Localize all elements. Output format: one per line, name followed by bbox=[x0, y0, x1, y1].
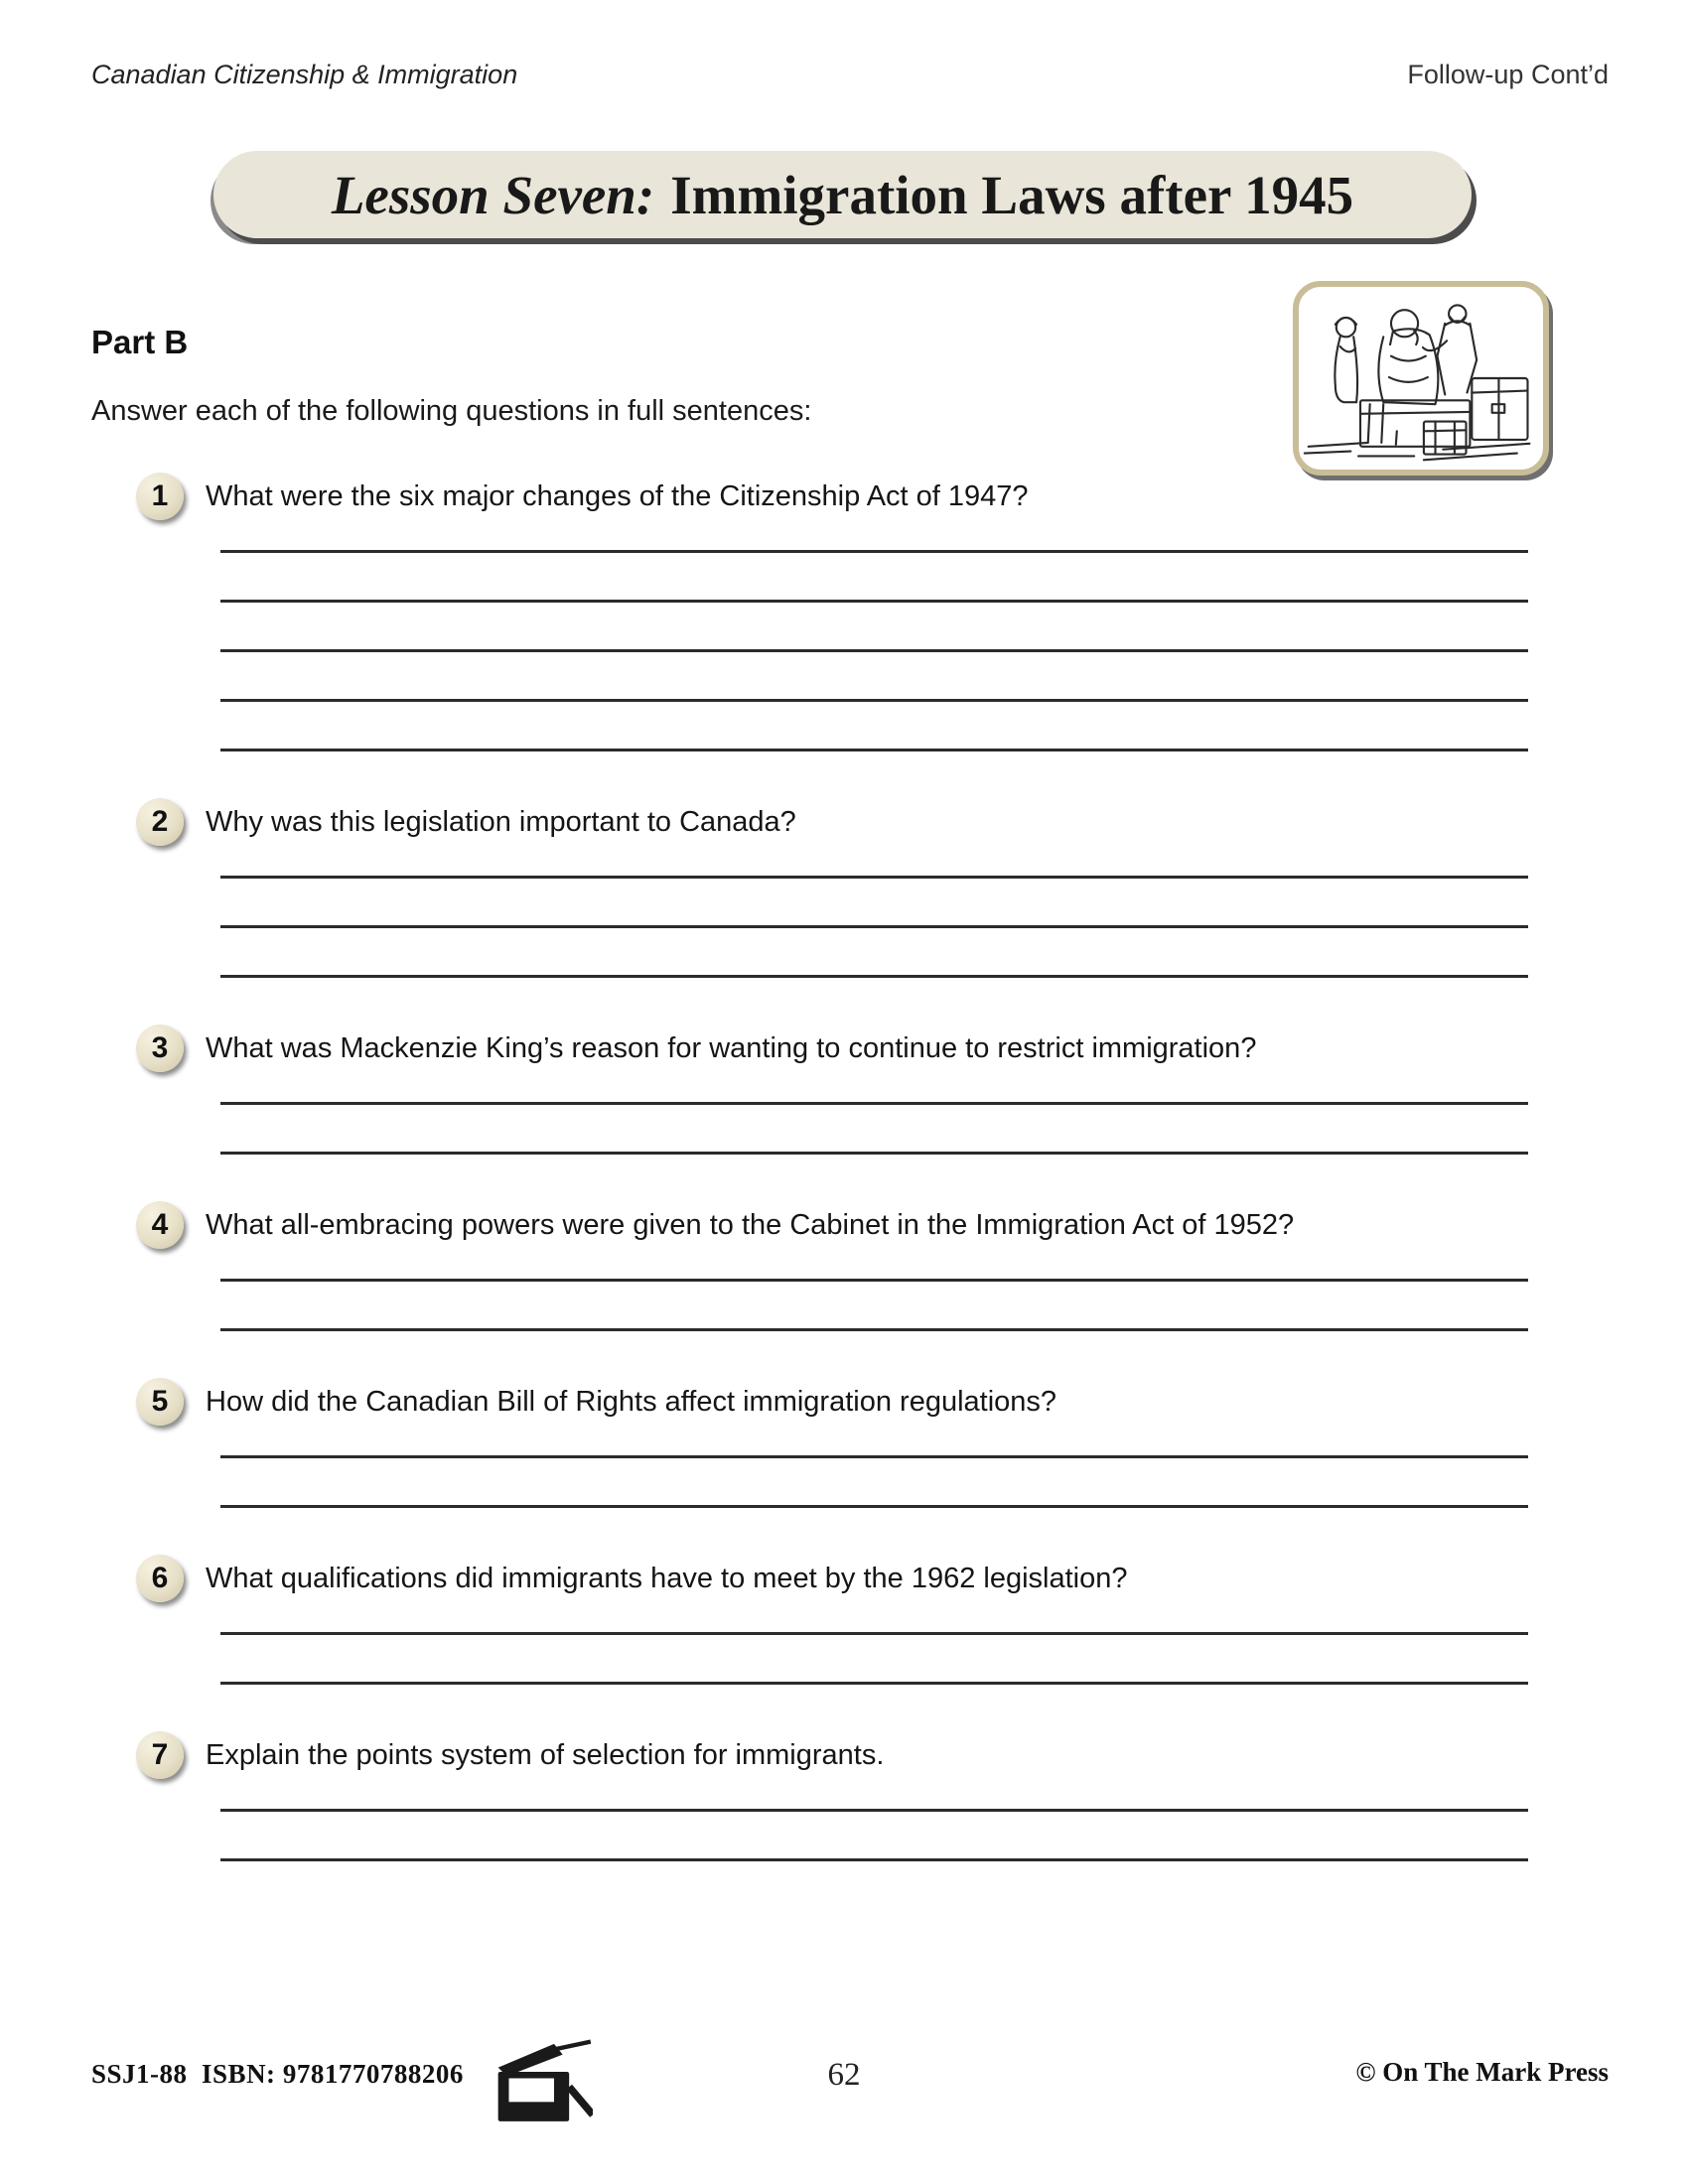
question bbox=[136, 1024, 1528, 1155]
answer-line bbox=[220, 1152, 1528, 1155]
question-number-badge: 2 bbox=[136, 798, 184, 846]
question bbox=[136, 1555, 1528, 1685]
answer-lines bbox=[220, 550, 1528, 751]
answer-line bbox=[220, 1682, 1528, 1685]
question-text: Why was this legislation important to Canada? bbox=[206, 806, 796, 838]
section-continuation-label: Follow-up Cont’d bbox=[1407, 60, 1609, 89]
isbn-label: ISBN: bbox=[202, 2059, 276, 2089]
answer-line bbox=[220, 1328, 1528, 1331]
question bbox=[136, 1378, 1528, 1508]
answer-line bbox=[220, 1279, 1528, 1282]
answer-line bbox=[220, 1455, 1528, 1458]
answer-line bbox=[220, 600, 1528, 603]
question-number-badge: 7 bbox=[136, 1731, 184, 1779]
question-number-badge: 4 bbox=[136, 1201, 184, 1249]
immigrant-family-illustration bbox=[1293, 281, 1549, 476]
answer-line bbox=[220, 876, 1528, 879]
answer-line bbox=[220, 1809, 1528, 1812]
question-number-badge: 1 bbox=[136, 473, 184, 520]
question bbox=[136, 798, 1528, 978]
page-header bbox=[91, 60, 1609, 90]
question-list bbox=[136, 473, 1528, 1908]
question-text: What qualifications did immigrants have to meet by the 1962 legislation? bbox=[206, 1563, 1128, 1594]
question-text: Explain the points system of selection for immigrants. bbox=[206, 1739, 885, 1771]
question-text: What were the six major changes of the Citizenship Act of 1947? bbox=[206, 480, 1029, 512]
lesson-title: Immigration Laws after 1945 bbox=[670, 164, 1354, 225]
answer-line bbox=[220, 550, 1528, 553]
immigrant-family-with-luggage-illustration bbox=[1299, 287, 1543, 470]
question-text: What was Mackenzie King’s reason for wanting to continue to restrict immigration? bbox=[206, 1032, 1257, 1064]
part-title: Part B bbox=[91, 324, 189, 360]
answer-lines bbox=[220, 1809, 1528, 1861]
answer-lines bbox=[220, 1632, 1528, 1685]
answer-lines bbox=[220, 1455, 1528, 1508]
instructions-text: Answer each of the following questions in full sentences: bbox=[91, 395, 812, 427]
question-number-badge: 5 bbox=[136, 1378, 184, 1426]
answer-lines bbox=[220, 1279, 1528, 1331]
answer-lines bbox=[220, 1102, 1528, 1155]
lesson-title-banner bbox=[213, 151, 1472, 238]
question-text: What all-embracing powers were given to the Cabinet in the Immigration Act of 1952? bbox=[206, 1209, 1295, 1241]
answer-line bbox=[220, 1505, 1528, 1508]
question bbox=[136, 1731, 1528, 1861]
answer-line bbox=[220, 975, 1528, 978]
isbn-number: 9781770788206 bbox=[282, 2059, 464, 2089]
product-code: SSJ1-88 bbox=[91, 2059, 188, 2089]
answer-line bbox=[220, 1632, 1528, 1635]
answer-line bbox=[220, 699, 1528, 702]
answer-line bbox=[220, 649, 1528, 652]
book-title: Canadian Citizenship & Immigration bbox=[91, 60, 518, 89]
answer-line bbox=[220, 749, 1528, 751]
question-text: How did the Canadian Bill of Rights affect immigration regulations? bbox=[206, 1386, 1057, 1418]
answer-lines bbox=[220, 876, 1528, 978]
question bbox=[136, 1201, 1528, 1331]
copyright-notice: © On The Mark Press bbox=[1355, 2057, 1609, 2087]
answer-line bbox=[220, 1858, 1528, 1861]
answer-line bbox=[220, 925, 1528, 928]
question-number-badge: 3 bbox=[136, 1024, 184, 1072]
lesson-number-label: Lesson Seven: bbox=[331, 164, 655, 225]
question-number-badge: 6 bbox=[136, 1555, 184, 1602]
question bbox=[136, 473, 1528, 751]
page-number: 62 bbox=[827, 2057, 861, 2093]
answer-line bbox=[220, 1102, 1528, 1105]
